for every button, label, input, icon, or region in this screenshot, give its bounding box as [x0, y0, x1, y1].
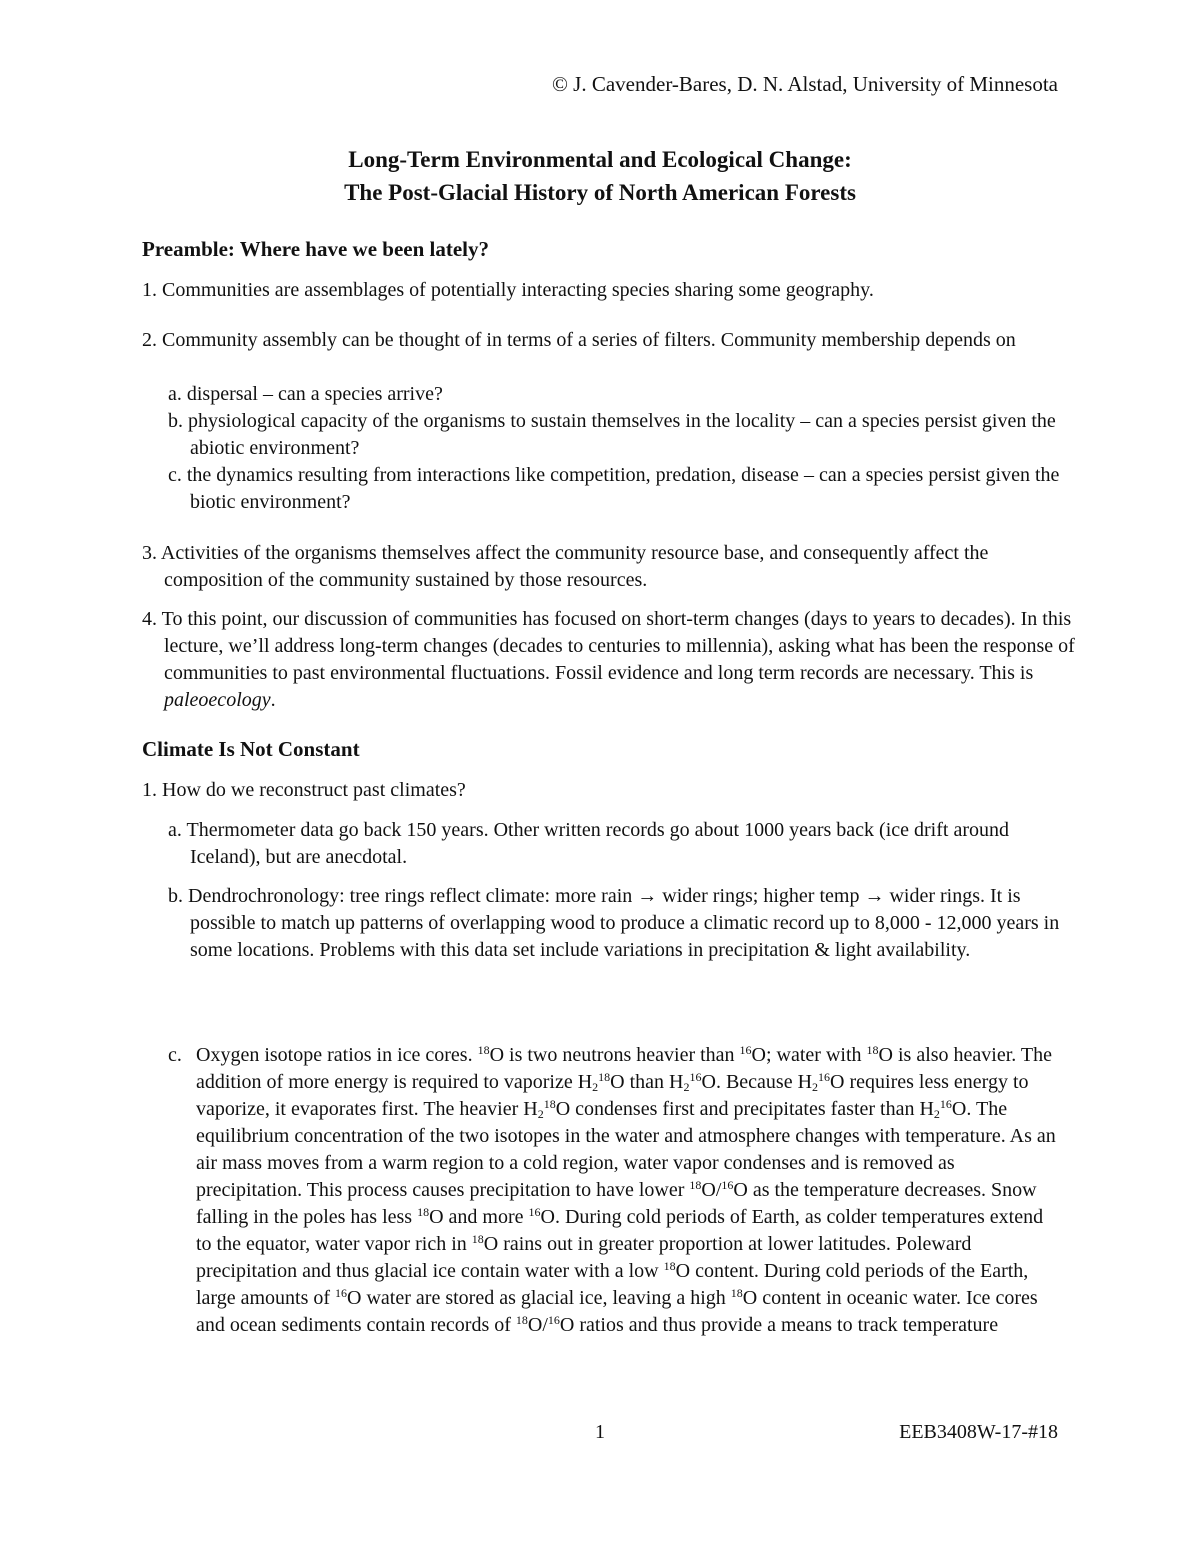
preamble-item-2b: b. physiological capacity of the organisms to sustain themselves in the locality – can a species persist given the abiotic environment? — [168, 410, 1056, 459]
preamble-item-2c: c. the dynamics resulting from interactions like competition, predation, disease – can a species persist given the biotic environment? — [168, 464, 1060, 513]
item-1c-label: c. — [168, 1044, 182, 1066]
paleoecology-term: paleoecology — [164, 689, 271, 711]
preamble-item-2a: a. dispersal – can a species arrive? — [168, 383, 443, 405]
item-4-end: . — [270, 689, 276, 711]
preamble-item-3: 3. Activities of the organisms themselves affect the community resource base, and consequently affect the composition of the community sustained by those resources. — [142, 542, 989, 591]
page-number: 1 — [595, 1421, 605, 1443]
preamble-item-2: 2. Community assembly can be thought of in terms of a series of filters. Community membership depends on — [142, 329, 1016, 351]
preamble-heading: Preamble: Where have we been lately? — [142, 237, 490, 261]
copyright-notice: © J. Cavender-Bares, D. N. Alstad, University of Minnesota — [551, 72, 1058, 96]
course-code: EEB3408W-17-#18 — [899, 1421, 1058, 1443]
climate-item-1b: b. Dendrochronology: tree rings reflect climate: more rain → wider rings; higher temp → wider rings. It is possible to match up patterns of overlapping wood to produce a climatic record up to 8,000 - 12,000 years in some locations. Problems with this data set include variations in precipitation & light availability. — [168, 885, 1060, 961]
document-title — [0, 143, 1200, 209]
preamble-item-1: 1. Communities are assemblages of potentially interacting species sharing some geography. — [142, 279, 874, 301]
preamble-item-4 — [142, 606, 1084, 714]
climate-heading: Climate Is Not Constant — [142, 737, 360, 761]
title-line-1: Long-Term Environmental and Ecological Change: — [348, 147, 852, 172]
title-line-2: The Post-Glacial History of North American Forests — [344, 180, 856, 205]
item-1c-body: Oxygen isotope ratios in ice cores. $^{18}$O is two neutrons heavier than $^{16}$O; water with $^{18}$O is also heavier. The addition of more energy is required to vaporize $H_2^{18}O$ than $H_2^{16}O$. Because $H_2^{16}O$ requires less energy to vaporize, it evaporates first. The heavier $H_2^{18}O$ condenses first and precipitates faster than $H_2^{16}O$. The equilibrium concentration of the two isotopes in the water and atmosphere changes with temperature. As an air mass moves from a warm region to a cold region, water vapor condenses and is removed as precipitation. This process causes precipitation to have lower $^{18}$O/$^{16}$O as the temperature decreases. Snow falling in the poles has less $^{18}$O and more $^{16}$O. During cold periods of Earth, as colder temperatures extend to the equator, water vapor rich in $^{18}$O rains out in greater proportion at lower latitudes. Poleward precipitation and thus glacial ice contain water with a low $^{18}$O content. During cold periods of the Earth, large amounts of $^{16}$O water are stored as glacial ice, leaving a high $^{18}$O content in oceanic water. Ice cores and ocean sediments contain records of $^{18}$O/$^{16}$O ratios and thus provide a means to track temperature — [196, 1043, 1056, 1336]
climate-item-1c — [168, 1042, 1062, 1339]
item-4-text: 4. To this point, our discussion of communities has focused on short-term changes (days to years to decades). In this lecture, we’ll address long-term changes (decades to centuries to millennia), asking what has been the response of communities to past environmental fluctuations. Fossil evidence and long term records are necessary. This is — [142, 608, 1075, 684]
climate-item-1a: a. Thermometer data go back 150 years. Other written records go about 1000 years back (ice drift around Iceland), but are anecdotal. — [168, 819, 1009, 868]
climate-item-1: 1. How do we reconstruct past climates? — [142, 779, 466, 801]
